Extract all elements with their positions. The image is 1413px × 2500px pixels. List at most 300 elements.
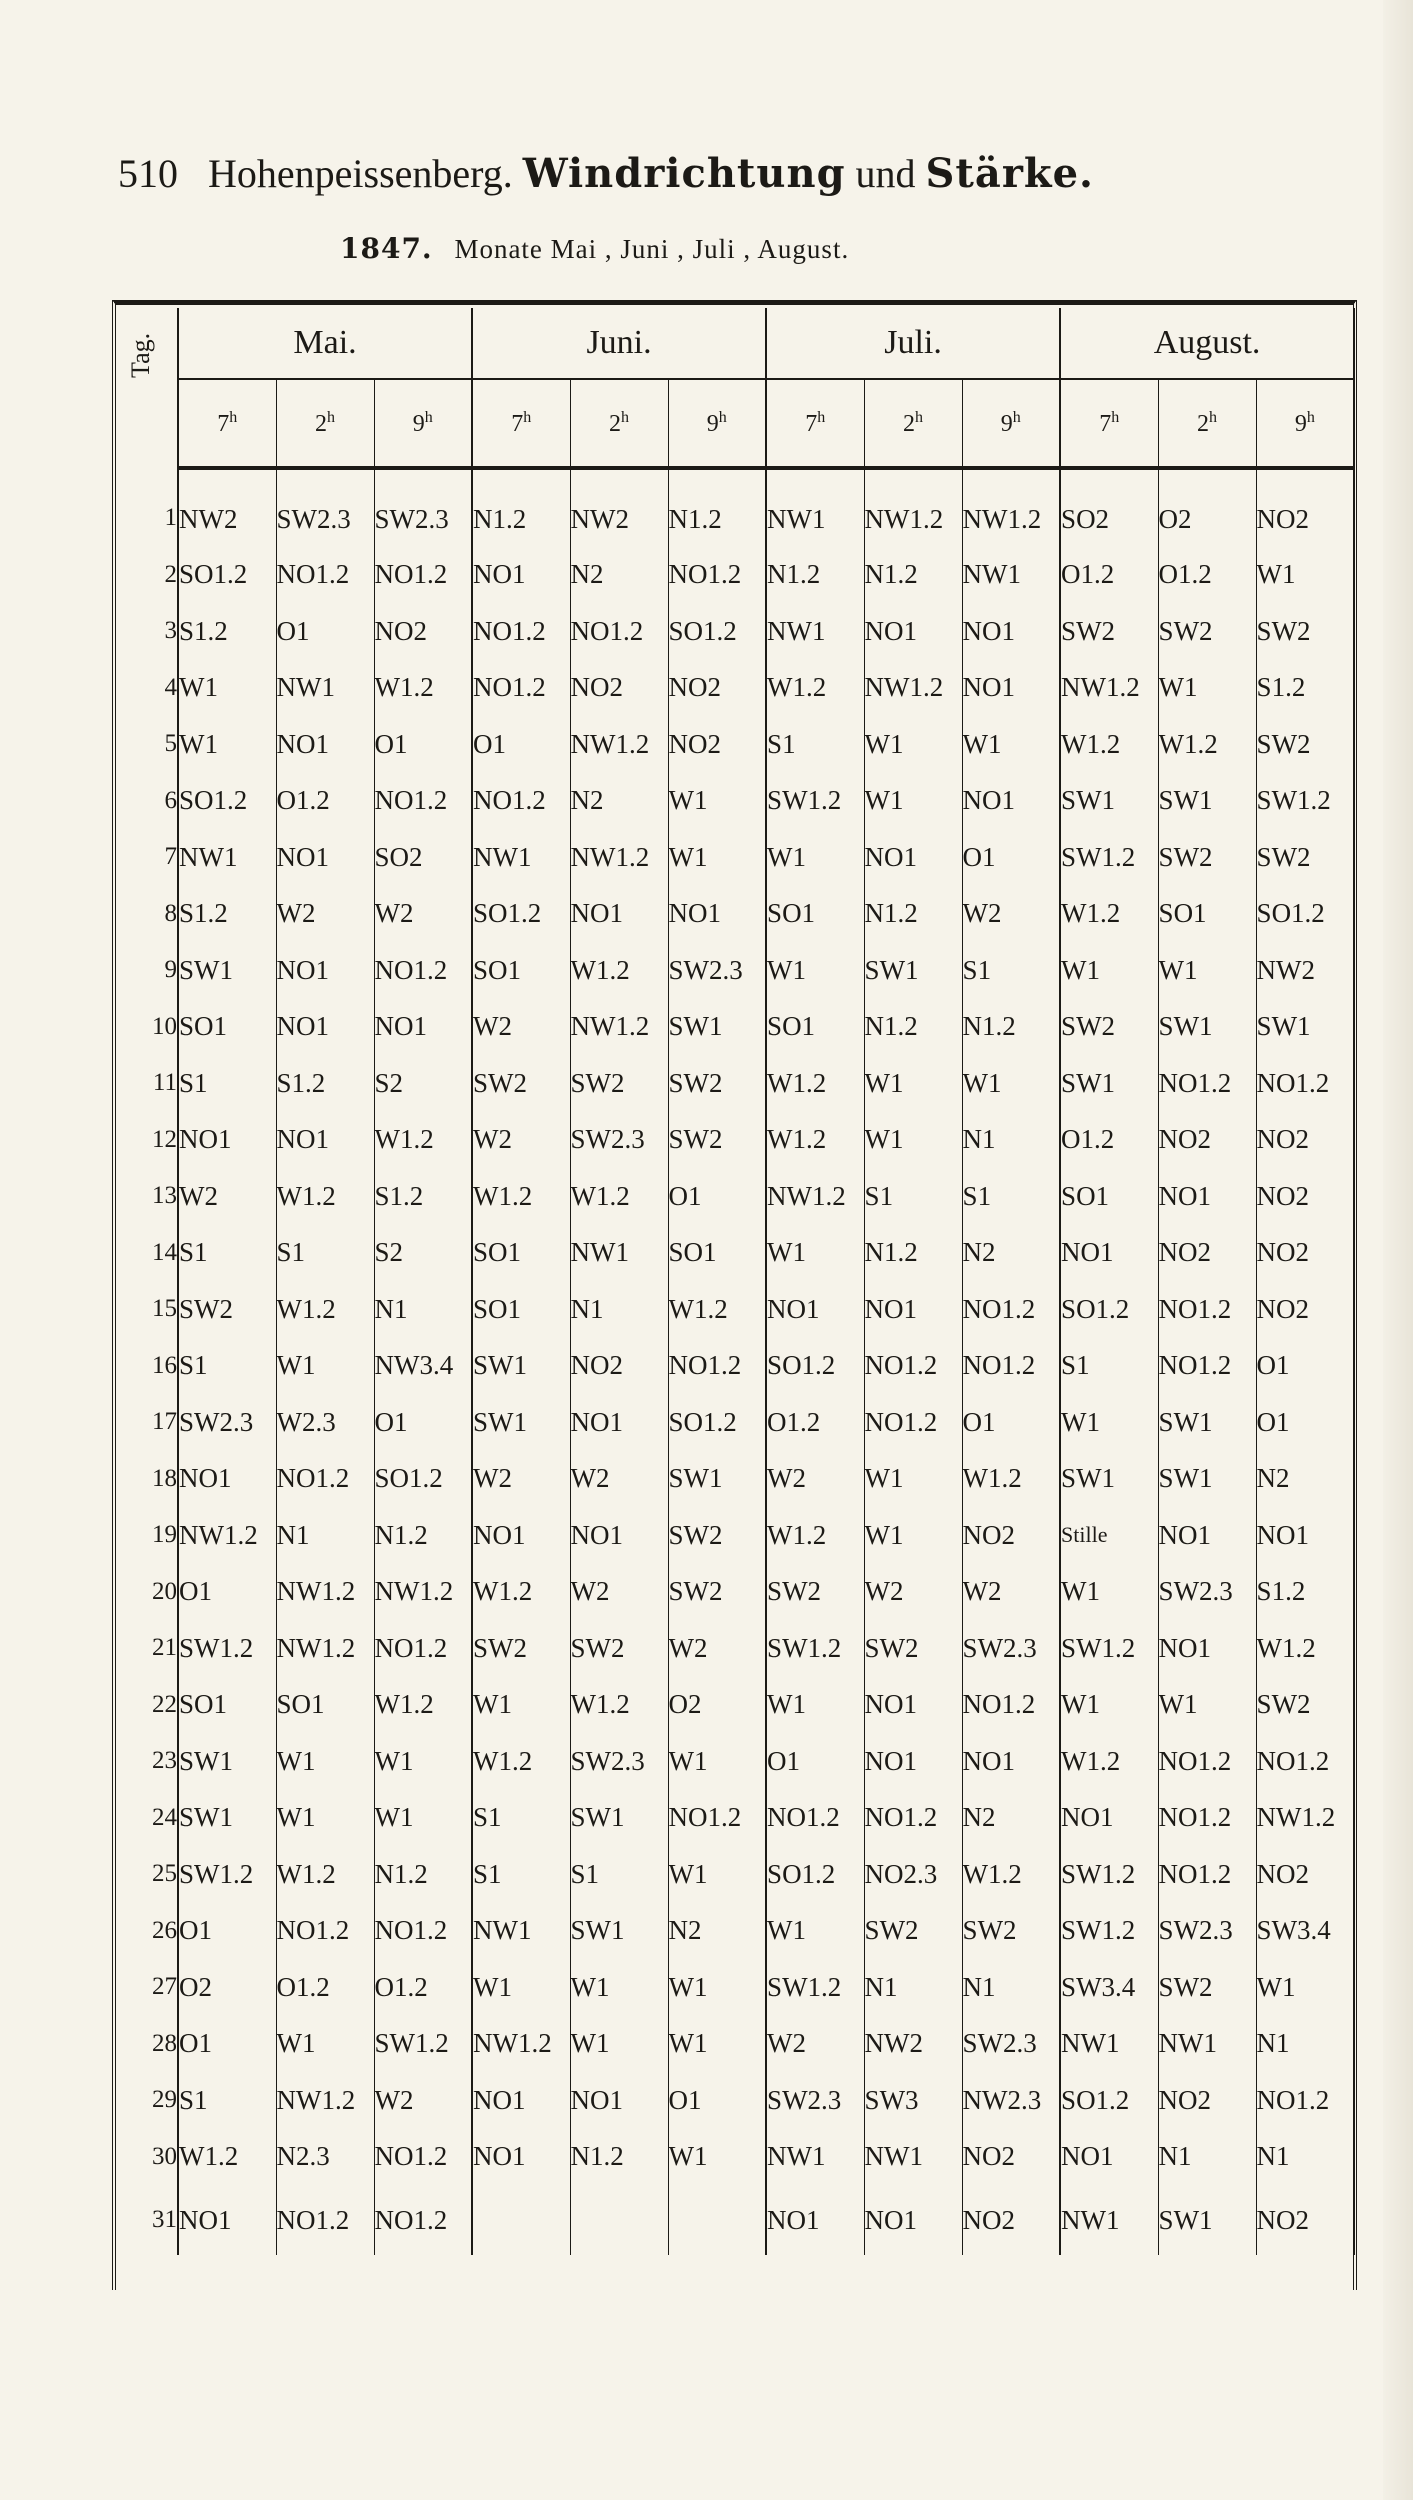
wind-value: NO1.2: [1158, 1846, 1256, 1903]
wind-value: SW1: [1158, 1394, 1256, 1451]
table-body: [118, 468, 1354, 2255]
wind-value: SW1: [178, 942, 276, 999]
wind-value: NW1: [1060, 2185, 1158, 2255]
hour-header: [276, 379, 374, 468]
wind-value: NO1: [472, 2072, 570, 2129]
wind-value: SW2.3: [668, 942, 766, 999]
table-row: [118, 2185, 1354, 2255]
wind-value: NO1.2: [374, 1903, 472, 1960]
wind-value: NO1.2: [864, 1394, 962, 1451]
wind-value: SW2: [962, 1903, 1060, 1960]
hour-suffix: h: [621, 408, 630, 426]
wind-value: NO1.2: [1256, 2072, 1354, 2129]
wind-value: SW3.4: [1256, 1903, 1354, 1960]
table-row: [118, 886, 1354, 943]
table-row: [118, 1451, 1354, 1508]
wind-value: SO1.2: [178, 547, 276, 604]
wind-value: W1: [1256, 1959, 1354, 2016]
wind-value: NO1: [864, 1281, 962, 1338]
wind-value: NO1.2: [276, 2185, 374, 2255]
wind-value: W2: [472, 999, 570, 1056]
hour-suffix: h: [424, 408, 433, 426]
wind-value: O1.2: [1158, 547, 1256, 604]
wind-value: NW1.2: [374, 1564, 472, 1621]
wind-value: NO1.2: [374, 2185, 472, 2255]
wind-value: W1: [864, 1112, 962, 1169]
wind-value: S1: [962, 942, 1060, 999]
wind-value: W1: [668, 773, 766, 830]
wind-value: NO1.2: [1256, 1733, 1354, 1790]
wind-value: W1.2: [962, 1451, 1060, 1508]
day-number: 6: [118, 773, 178, 830]
table-row: [118, 1394, 1354, 1451]
wind-value: W1.2: [1256, 1620, 1354, 1677]
wind-value: SO1: [472, 1225, 570, 1282]
wind-value: NW1.2: [1060, 660, 1158, 717]
wind-value: SW1: [668, 999, 766, 1056]
wind-value: SW1: [570, 1790, 668, 1847]
wind-value: W2: [472, 1112, 570, 1169]
wind-value: NO1.2: [1256, 1055, 1354, 1112]
wind-value: SO2: [374, 829, 472, 886]
wind-value: W2: [668, 1620, 766, 1677]
wind-value: [472, 2185, 570, 2255]
wind-value: SO1.2: [1060, 2072, 1158, 2129]
month-header: Mai.: [178, 308, 472, 379]
table-row: [118, 1055, 1354, 1112]
day-number: 21: [118, 1620, 178, 1677]
wind-value: NO1: [472, 1507, 570, 1564]
wind-value: W1: [668, 1959, 766, 2016]
wind-value: N1.2: [374, 1507, 472, 1564]
wind-value: SO1: [1060, 1168, 1158, 1225]
wind-value: SW1.2: [766, 1620, 864, 1677]
wind-value: SO1.2: [374, 1451, 472, 1508]
wind-value: NO1.2: [472, 660, 570, 717]
wind-value: NO1.2: [570, 603, 668, 660]
wind-value: S1.2: [178, 603, 276, 660]
wind-value: O1: [1256, 1394, 1354, 1451]
wind-value: W1: [1158, 942, 1256, 999]
table-row: [118, 1677, 1354, 1734]
wind-value: NO1: [178, 2185, 276, 2255]
wind-value: N1.2: [864, 999, 962, 1056]
table-row: [118, 1846, 1354, 1903]
wind-value: NO1.2: [962, 1677, 1060, 1734]
wind-value: S1: [570, 1846, 668, 1903]
wind-value: NO1: [864, 2185, 962, 2255]
day-number: 10: [118, 999, 178, 1056]
wind-value: S1: [864, 1168, 962, 1225]
wind-value: N1: [570, 1281, 668, 1338]
wind-value: NO2: [962, 2129, 1060, 2186]
wind-value: NO1: [472, 547, 570, 604]
day-number: 14: [118, 1225, 178, 1282]
wind-value: W1.2: [276, 1168, 374, 1225]
wind-value: W2: [962, 886, 1060, 943]
wind-value: S1: [472, 1846, 570, 1903]
wind-value: SO1: [1158, 886, 1256, 943]
table-row: [118, 1564, 1354, 1621]
wind-value: S1.2: [1256, 1564, 1354, 1621]
wind-value: S1: [766, 716, 864, 773]
wind-value: W2: [276, 886, 374, 943]
day-number: 28: [118, 2016, 178, 2073]
wind-value: W2: [766, 1451, 864, 1508]
wind-value: W1.2: [1158, 716, 1256, 773]
wind-value: W2: [962, 1564, 1060, 1621]
wind-value: N1.2: [766, 547, 864, 604]
wind-value: NO1: [766, 2185, 864, 2255]
day-number: 13: [118, 1168, 178, 1225]
wind-value: SW1: [1060, 1451, 1158, 1508]
day-number: 30: [118, 2129, 178, 2186]
wind-value: W1.2: [766, 1055, 864, 1112]
table-row: [118, 1959, 1354, 2016]
title-staerke: Stärke.: [925, 150, 1094, 197]
day-label: Tag.: [126, 332, 155, 378]
wind-value: W1: [864, 1507, 962, 1564]
wind-value: SW2: [864, 1620, 962, 1677]
table-row: [118, 547, 1354, 604]
wind-value: SW1: [1158, 2185, 1256, 2255]
wind-value: SW1: [864, 942, 962, 999]
wind-value: N2: [962, 1225, 1060, 1282]
wind-value: W2: [570, 1564, 668, 1621]
wind-value: NO1: [178, 1112, 276, 1169]
wind-value: NW1: [962, 547, 1060, 604]
wind-value: W1: [668, 2129, 766, 2186]
day-number: 2: [118, 547, 178, 604]
wind-value: NW1.2: [864, 660, 962, 717]
wind-value: W1: [276, 1338, 374, 1395]
wind-value: SW2: [668, 1564, 766, 1621]
wind-value: SW2: [472, 1620, 570, 1677]
wind-value: O1: [374, 716, 472, 773]
wind-value: SO1: [472, 1281, 570, 1338]
wind-value: NW1.2: [570, 829, 668, 886]
day-number: 4: [118, 660, 178, 717]
wind-value: NO1: [570, 1394, 668, 1451]
wind-value: S1: [178, 1225, 276, 1282]
wind-value: SW2: [570, 1055, 668, 1112]
wind-value: SW1: [1158, 1451, 1256, 1508]
wind-value: N2: [570, 547, 668, 604]
wind-value: S1: [276, 1225, 374, 1282]
table-row: [118, 999, 1354, 1056]
wind-value: W1: [1158, 660, 1256, 717]
day-number: 17: [118, 1394, 178, 1451]
wind-value: W1.2: [570, 942, 668, 999]
wind-value: [668, 2185, 766, 2255]
wind-value: NO1.2: [1158, 1733, 1256, 1790]
wind-value: SW1.2: [1060, 1846, 1158, 1903]
table-row: [118, 2016, 1354, 2073]
hour-value: 2: [315, 410, 327, 437]
wind-value: W1: [1060, 1564, 1158, 1621]
wind-value: NO2.3: [864, 1846, 962, 1903]
wind-value: W1: [766, 1677, 864, 1734]
wind-value: SO1.2: [1060, 1281, 1158, 1338]
wind-value: [570, 2185, 668, 2255]
wind-value: O1: [668, 1168, 766, 1225]
wind-value: W1.2: [276, 1281, 374, 1338]
wind-value: NO1.2: [276, 1451, 374, 1508]
wind-value: W1: [864, 1055, 962, 1112]
wind-value: NO1.2: [276, 1903, 374, 1960]
wind-value: W1: [1158, 1677, 1256, 1734]
wind-value: NO1.2: [962, 1338, 1060, 1395]
wind-value: SW1.2: [178, 1620, 276, 1677]
wind-value: NW2.3: [962, 2072, 1060, 2129]
wind-value: SW2.3: [962, 2016, 1060, 2073]
wind-value: W1.2: [1060, 886, 1158, 943]
page-subheader: [340, 232, 1060, 265]
wind-value: SW2.3: [374, 468, 472, 547]
station-name: Hohenpeissenberg.: [208, 151, 513, 196]
table-row: [118, 942, 1354, 999]
wind-value: NO1: [668, 886, 766, 943]
wind-value: NW2: [570, 468, 668, 547]
wind-value: O1: [472, 716, 570, 773]
wind-value: NW1: [1158, 2016, 1256, 2073]
wind-value: O1.2: [374, 1959, 472, 2016]
wind-value: SW1.2: [1060, 1903, 1158, 1960]
wind-value: SW2: [1256, 603, 1354, 660]
wind-value: W1: [668, 829, 766, 886]
hour-value: 2: [609, 410, 622, 437]
wind-value: W1: [178, 716, 276, 773]
wind-value: SO1: [472, 942, 570, 999]
wind-value: NW1: [1060, 2016, 1158, 2073]
wind-value: NW1.2: [472, 2016, 570, 2073]
wind-value: W1: [1060, 942, 1158, 999]
wind-value: SW2: [1256, 829, 1354, 886]
wind-value: NO2: [1256, 1168, 1354, 1225]
wind-value: NO1: [570, 886, 668, 943]
wind-value: NO1.2: [1158, 1790, 1256, 1847]
hour-suffix: h: [229, 408, 238, 426]
hour-header: [570, 379, 668, 468]
wind-value: NO2: [962, 1507, 1060, 1564]
wind-value: N1.2: [570, 2129, 668, 2186]
wind-value: W1.2: [374, 1112, 472, 1169]
wind-value: NW1: [570, 1225, 668, 1282]
wind-value: SW2.3: [1158, 1903, 1256, 1960]
wind-value: O2: [178, 1959, 276, 2016]
wind-value: NW1.2: [962, 468, 1060, 547]
wind-value: W2: [374, 2072, 472, 2129]
day-number: 12: [118, 1112, 178, 1169]
hour-value: 7: [511, 410, 524, 437]
wind-value: SW2: [766, 1564, 864, 1621]
wind-value: NO1: [472, 2129, 570, 2186]
wind-value: W1: [570, 1959, 668, 2016]
wind-value: NW1: [472, 829, 570, 886]
wind-value: O1: [1256, 1338, 1354, 1395]
wind-value: SW2.3: [276, 468, 374, 547]
wind-value: N1: [1256, 2129, 1354, 2186]
wind-value: O1: [374, 1394, 472, 1451]
wind-value: W1: [864, 773, 962, 830]
wind-value: W1.2: [1060, 1733, 1158, 1790]
hour-suffix: h: [1209, 408, 1218, 426]
wind-value: W1: [668, 1846, 766, 1903]
wind-value: SO2: [1060, 468, 1158, 547]
day-number: 22: [118, 1677, 178, 1734]
day-number: 29: [118, 2072, 178, 2129]
wind-value: W2: [374, 886, 472, 943]
wind-value: S1: [178, 1055, 276, 1112]
wind-value: W1: [472, 1677, 570, 1734]
wind-value: SW1: [472, 1394, 570, 1451]
hour-header: [178, 379, 276, 468]
wind-value: SW3.4: [1060, 1959, 1158, 2016]
wind-value: NO2: [668, 716, 766, 773]
hour-header: [472, 379, 570, 468]
table-row: [118, 1281, 1354, 1338]
wind-value: W1: [570, 2016, 668, 2073]
wind-value: W2: [864, 1564, 962, 1621]
wind-value: N2: [1256, 1451, 1354, 1508]
wind-value: Stille: [1060, 1507, 1158, 1564]
table-row: [118, 660, 1354, 717]
wind-value: SO1.2: [668, 1394, 766, 1451]
wind-value: SW2: [1158, 1959, 1256, 2016]
wind-value: NW2: [178, 468, 276, 547]
day-number: 25: [118, 1846, 178, 1903]
day-column-header: [118, 308, 178, 468]
wind-value: W1: [1060, 1677, 1158, 1734]
wind-value: S1: [178, 1338, 276, 1395]
wind-value: W1: [1256, 547, 1354, 604]
wind-value: NW1: [276, 660, 374, 717]
day-number: 15: [118, 1281, 178, 1338]
wind-value: N1: [962, 1959, 1060, 2016]
wind-value: W1: [962, 716, 1060, 773]
hour-header-row: [118, 379, 1354, 468]
wind-value: NO1: [962, 773, 1060, 830]
wind-value: NW1.2: [570, 716, 668, 773]
wind-value: S1: [962, 1168, 1060, 1225]
wind-value: NO1: [1158, 1620, 1256, 1677]
wind-value: NO1.2: [374, 1620, 472, 1677]
table-row: [118, 1790, 1354, 1847]
wind-value: SO1: [766, 886, 864, 943]
wind-value: NO1: [178, 1451, 276, 1508]
table-row: [118, 1112, 1354, 1169]
table-row: [118, 829, 1354, 886]
wind-value: O1: [178, 1903, 276, 1960]
table-row: [118, 1225, 1354, 1282]
day-number: 31: [118, 2185, 178, 2255]
wind-value: NW1: [178, 829, 276, 886]
wind-table: [118, 308, 1355, 2255]
wind-value: W1.2: [668, 1281, 766, 1338]
wind-value: W1.2: [472, 1168, 570, 1225]
wind-value: W2: [570, 1451, 668, 1508]
wind-value: W1: [766, 1903, 864, 1960]
wind-value: SW2: [472, 1055, 570, 1112]
wind-value: SW2: [864, 1903, 962, 1960]
wind-value: NW1.2: [864, 468, 962, 547]
wind-value: SO1.2: [178, 773, 276, 830]
wind-value: NO1: [962, 603, 1060, 660]
hour-header: [1256, 379, 1354, 468]
wind-value: W1: [668, 1733, 766, 1790]
wind-value: W1: [766, 829, 864, 886]
table-row: [118, 2129, 1354, 2186]
hour-suffix: h: [523, 408, 532, 426]
wind-value: SW2.3: [570, 1733, 668, 1790]
wind-value: N1.2: [864, 1225, 962, 1282]
wind-value: N1: [1158, 2129, 1256, 2186]
wind-value: N1.2: [668, 468, 766, 547]
wind-value: NW2: [864, 2016, 962, 2073]
wind-value: SW2.3: [178, 1394, 276, 1451]
wind-value: S2: [374, 1225, 472, 1282]
hour-header: [668, 379, 766, 468]
wind-value: NO2: [570, 660, 668, 717]
table-row: [118, 1338, 1354, 1395]
wind-value: S1: [178, 2072, 276, 2129]
day-number: 5: [118, 716, 178, 773]
wind-value: NW1.2: [766, 1168, 864, 1225]
wind-value: SW2.3: [570, 1112, 668, 1169]
wind-value: O1: [962, 1394, 1060, 1451]
wind-value: O1: [178, 2016, 276, 2073]
wind-value: NO1: [864, 829, 962, 886]
wind-value: SW1.2: [1060, 1620, 1158, 1677]
hour-value: 7: [217, 410, 230, 437]
wind-value: W1.2: [766, 1507, 864, 1564]
day-number: 16: [118, 1338, 178, 1395]
wind-value: SW2: [1060, 999, 1158, 1056]
wind-value: NO2: [668, 660, 766, 717]
hour-suffix: h: [915, 408, 924, 426]
wind-value: NO1.2: [962, 1281, 1060, 1338]
hour-header: [1060, 379, 1158, 468]
wind-value: NO1.2: [472, 773, 570, 830]
wind-value: NO2: [1158, 1225, 1256, 1282]
wind-value: N1.2: [374, 1846, 472, 1903]
wind-value: SO1: [178, 999, 276, 1056]
wind-value: O1.2: [1060, 547, 1158, 604]
wind-value: NO2: [1256, 1281, 1354, 1338]
wind-value: SW2: [570, 1620, 668, 1677]
wind-value: N2: [570, 773, 668, 830]
wind-value: NO2: [1256, 1846, 1354, 1903]
months-subtitle: Monate Mai , Juni , Juli , August.: [454, 234, 850, 264]
hour-value: 7: [805, 410, 818, 437]
wind-value: N1.2: [864, 886, 962, 943]
wind-value: SW2: [1158, 829, 1256, 886]
wind-value: SO1: [766, 999, 864, 1056]
wind-value: NO1.2: [472, 603, 570, 660]
wind-value: NW1: [766, 468, 864, 547]
wind-value: W1.2: [374, 660, 472, 717]
wind-value: NO1: [864, 1677, 962, 1734]
wind-value: NO1.2: [766, 1790, 864, 1847]
wind-value: SO1.2: [472, 886, 570, 943]
hour-value: 9: [412, 410, 425, 437]
day-number: 26: [118, 1903, 178, 1960]
wind-value: SW1: [472, 1338, 570, 1395]
wind-value: NO1: [276, 942, 374, 999]
hour-value: 2: [903, 410, 916, 437]
wind-value: NO1: [276, 1112, 374, 1169]
wind-value: W1.2: [570, 1677, 668, 1734]
